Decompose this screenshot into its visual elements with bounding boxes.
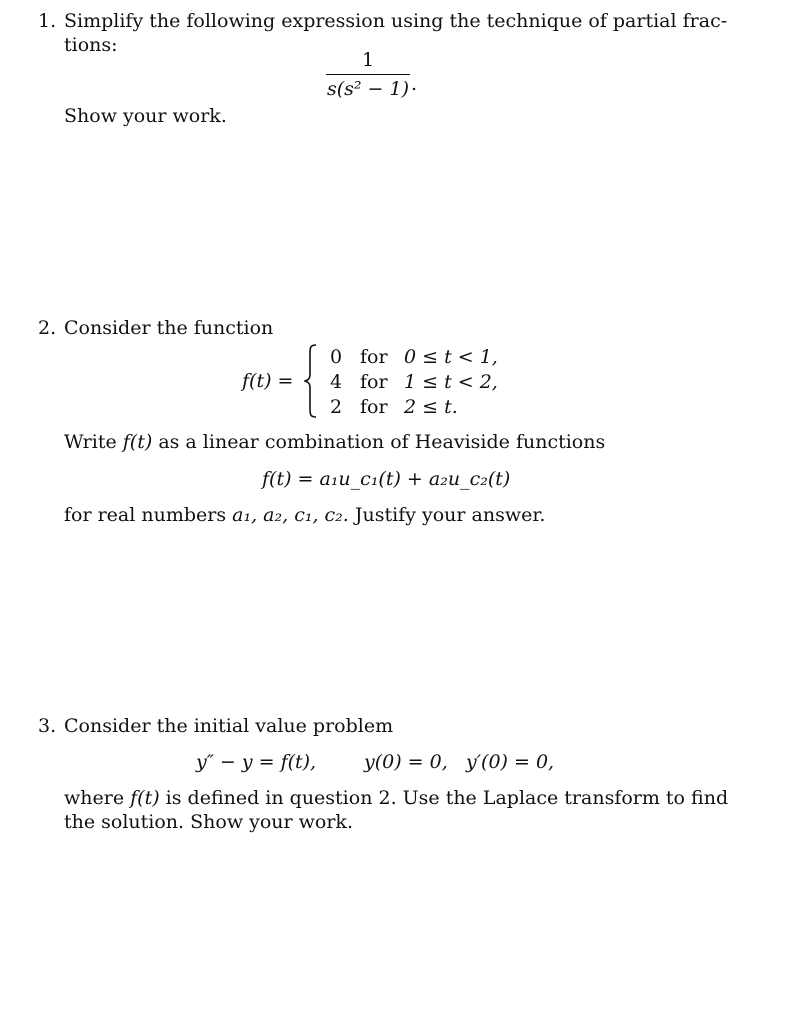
question-text-line: Simplify the following expression using the technique of partial frac- xyxy=(64,10,728,32)
question-text-line: tions: xyxy=(64,34,118,56)
fraction-bar xyxy=(326,74,410,75)
text-fragment: Write xyxy=(64,431,117,453)
text-fragment: Justify your answer. xyxy=(354,504,546,526)
text-fragment: as a linear combination of Heaviside functions xyxy=(158,431,606,453)
question-intro: Consider the initial value problem xyxy=(64,715,394,737)
question-intro: Consider the function xyxy=(64,317,274,339)
question-number: 1. xyxy=(38,10,57,32)
case-word: for xyxy=(360,396,388,418)
case-value: 0 xyxy=(330,346,343,368)
case-value: 2 xyxy=(330,396,343,418)
heaviside-formula: f(t) = a₁u_c₁(t) + a₂u_c₂(t) xyxy=(262,468,511,490)
question-instruction: Show your work. xyxy=(64,105,227,127)
fraction-period: . xyxy=(411,73,418,95)
piecewise-lhs: f(t) = xyxy=(242,370,294,392)
text-fragment: for real numbers xyxy=(64,504,227,526)
inline-math: f(t) xyxy=(122,431,153,453)
inline-math: a₁, a₂, c₁, c₂. xyxy=(232,504,349,526)
case-word: for xyxy=(360,371,388,393)
question-number: 3. xyxy=(38,715,57,737)
case-condition: 2 ≤ t. xyxy=(404,396,458,418)
ode-equation: y″ − y = f(t), xyxy=(196,751,317,773)
question-text-line xyxy=(64,786,728,810)
question-text-line xyxy=(64,430,605,454)
fraction-denominator: s(s² − 1) xyxy=(326,78,410,100)
case-word: for xyxy=(360,346,388,368)
left-brace-icon xyxy=(304,344,318,418)
case-condition: 1 ≤ t < 2, xyxy=(404,371,498,393)
text-fragment: where xyxy=(64,787,125,809)
text-fragment: is defined in question 2. Use the Laplace transform to find xyxy=(165,787,729,809)
question-text-line xyxy=(64,503,545,527)
case-value: 4 xyxy=(330,371,343,393)
fraction-expression xyxy=(326,48,410,101)
question-number: 2. xyxy=(38,317,57,339)
initial-condition: y′(0) = 0, xyxy=(466,751,555,773)
inline-math: f(t) xyxy=(130,787,160,809)
fraction-numerator: 1 xyxy=(361,49,375,71)
case-condition: 0 ≤ t < 1, xyxy=(404,346,498,368)
initial-condition: y(0) = 0, xyxy=(364,751,448,773)
question-text-line: the solution. Show your work. xyxy=(64,811,353,833)
